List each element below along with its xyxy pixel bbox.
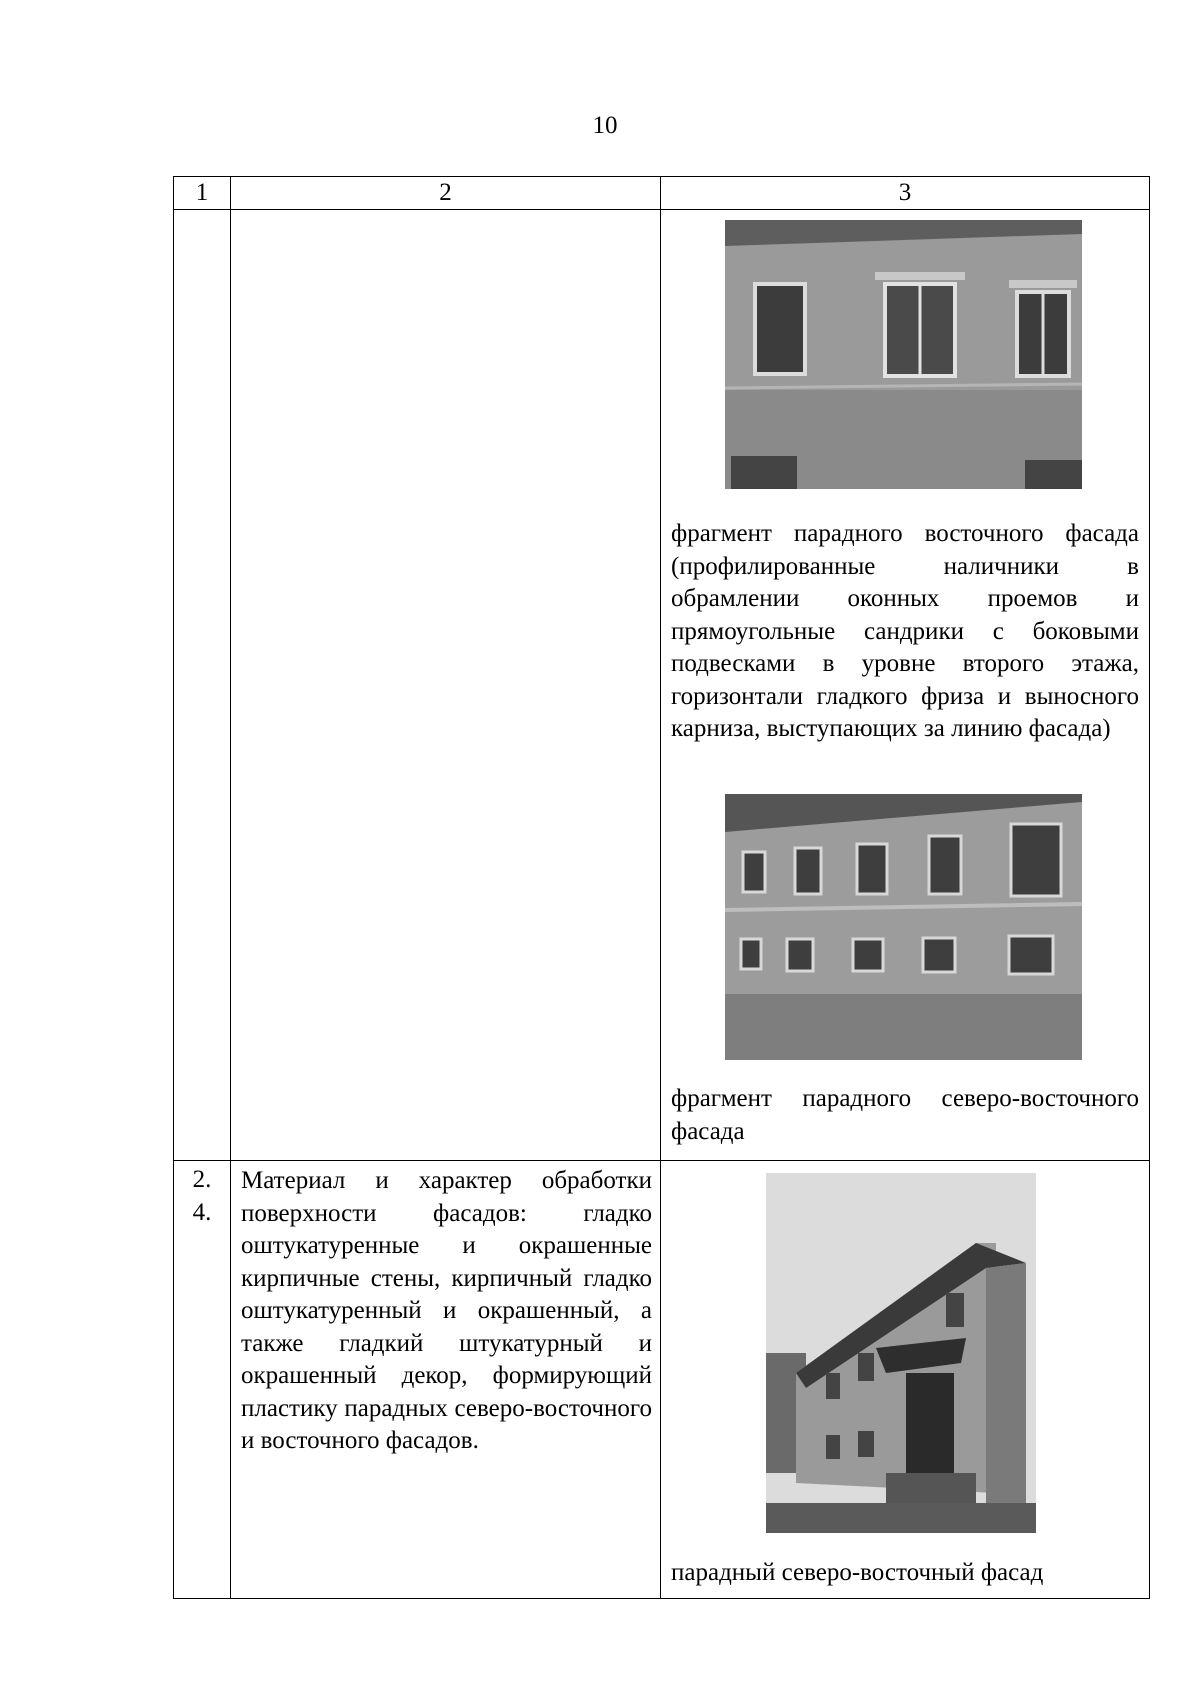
northeast-facade-caption: парадный северо-восточный фасад [671,1559,1044,1586]
east-facade-fragment-caption: фрагмент парадного восточного фасада (профилированные наличники в обрамлении оконных проемов и прямоугольные сандрики с боковыми подвесками в уровне второго этажа, горизонтали гладкого фриза и выносного карниза, выступающих за линию фасада) [671,520,1139,742]
row1-description-cell [231,210,661,1161]
northeast-facade-fragment-caption: фрагмент парадного северо-восточного фасада [671,1085,1139,1145]
attributes-table [173,176,1150,1599]
row1-number-cell [174,210,231,1161]
table-header-row [174,177,1150,210]
row1-photo-cell [661,210,1150,1161]
northeast-facade-photo [766,1173,1036,1533]
row2-description-cell: Материал и характер обработки поверхности фасадов: гладко оштукатуренные и окрашенные кирпичные стены, кирпичный гладко оштукатуренный и окрашенный, а также гладкий штукатурный и окрашенный декор, формирующий пластику парадных северо-восточного и восточного фасадов. [231,1161,661,1599]
row2-number-line1: 2. [192,1166,212,1193]
page-number: 10 [592,112,618,139]
row2-number-cell [174,1161,231,1599]
east-facade-fragment-photo [725,220,1082,489]
row2-number-line2: 4. [192,1199,212,1226]
header-col-1: 1 [174,177,231,210]
table-row [174,210,1150,1161]
northeast-facade-fragment-photo [725,794,1082,1060]
row2-photo-cell [661,1161,1150,1599]
header-col-2: 2 [231,177,661,210]
table-row [174,1161,1150,1599]
header-col-3: 3 [661,177,1150,210]
